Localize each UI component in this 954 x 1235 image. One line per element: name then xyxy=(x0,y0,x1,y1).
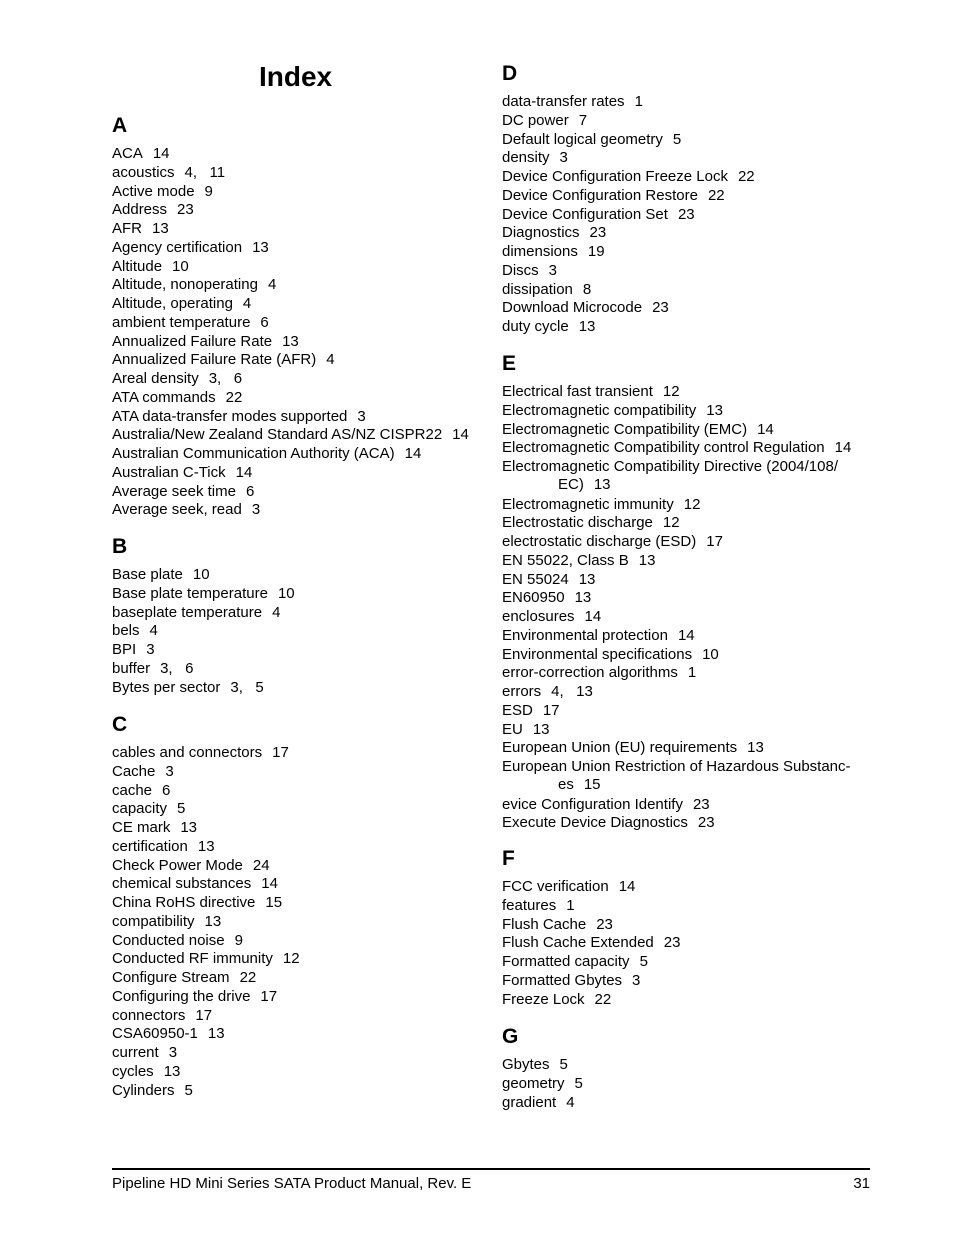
index-entry xyxy=(112,800,185,818)
index-entry xyxy=(112,370,242,388)
index-entry xyxy=(502,131,681,149)
index-term: gradient xyxy=(502,1093,557,1111)
index-entry xyxy=(112,857,270,875)
index-page-ref: 14 xyxy=(757,420,774,438)
index-entry xyxy=(502,897,575,915)
index-entry xyxy=(112,501,260,519)
index-entry xyxy=(112,408,366,426)
index-term: Average seek, read xyxy=(112,501,242,519)
index-term: Download Microcode xyxy=(502,299,643,317)
index-page-ref: 13 xyxy=(593,476,611,493)
index-page-ref: 1 xyxy=(687,664,697,682)
index-letter-d: D xyxy=(502,62,518,85)
index-entry xyxy=(112,838,215,856)
index-entry xyxy=(112,1025,225,1043)
index-term: CE mark xyxy=(112,819,171,836)
index-entry xyxy=(112,239,269,257)
index-term: Formatted Gbytes xyxy=(502,971,623,989)
index-entry xyxy=(112,875,278,893)
index-page-ref: 12 xyxy=(662,514,680,532)
index-page-ref: 23 xyxy=(589,224,607,242)
index-page-ref: 24 xyxy=(252,856,270,874)
index-page-ref: 15 xyxy=(265,894,283,911)
index-page-ref: 5 xyxy=(672,130,682,148)
index-term: data-transfer rates xyxy=(502,93,625,110)
index-entry xyxy=(502,318,595,336)
index-entry xyxy=(502,93,643,111)
page-title: Index xyxy=(259,61,333,92)
index-page-ref: 3 xyxy=(548,261,558,279)
index-entry xyxy=(502,646,719,664)
index-term: density xyxy=(502,149,550,167)
index-page-ref: 12 xyxy=(282,950,300,968)
index-page-ref: 14 xyxy=(404,445,422,462)
index-term: current xyxy=(112,1044,159,1061)
index-term: Freeze Lock xyxy=(502,990,585,1008)
index-letter-b: B xyxy=(112,535,128,558)
index-entry xyxy=(112,1082,193,1100)
index-term: Device Configuration Set xyxy=(502,205,668,223)
index-letter-g: G xyxy=(502,1025,519,1048)
index-term: certification xyxy=(112,837,188,855)
index-entry xyxy=(502,721,550,739)
index-page-ref: 23 xyxy=(177,201,194,219)
index-entry xyxy=(502,972,640,990)
index-term: Cylinders xyxy=(112,1081,175,1099)
index-term: Base plate temperature xyxy=(112,584,268,602)
index-entry xyxy=(502,608,601,626)
index-term: Configuring the drive xyxy=(112,987,251,1005)
index-entry xyxy=(112,969,256,987)
index-page-ref: 4, 13 xyxy=(551,683,593,700)
index-term: Bytes per sector xyxy=(112,678,221,696)
index-page-ref: 5 xyxy=(184,1081,193,1099)
index-page-ref: 13 xyxy=(163,1062,181,1080)
index-entry xyxy=(502,934,680,952)
index-page-ref: 17 xyxy=(195,1006,213,1024)
index-term: cache xyxy=(112,781,153,799)
index-page-ref: 8 xyxy=(582,280,592,298)
index-page-ref: 13 xyxy=(204,912,222,930)
index-term: Check Power Mode xyxy=(112,856,243,874)
index-term: ATA commands xyxy=(112,388,216,406)
index-entry xyxy=(502,991,611,1009)
index-term: bels xyxy=(112,622,140,640)
index-entry xyxy=(112,145,170,163)
index-letter-c: C xyxy=(112,713,128,736)
index-entry xyxy=(112,641,155,659)
index-entry xyxy=(502,168,755,186)
index-entry xyxy=(112,258,189,276)
index-entry xyxy=(502,953,648,971)
index-page-ref: 3 xyxy=(251,501,261,519)
index-entry xyxy=(112,426,469,444)
index-entry xyxy=(112,295,251,313)
index-page-ref: 13 xyxy=(180,819,198,836)
index-entry xyxy=(502,739,764,757)
index-page-ref: 5 xyxy=(574,1074,583,1092)
index-term: Discs xyxy=(502,261,539,279)
index-entry xyxy=(502,187,725,205)
index-page-ref: 13 xyxy=(207,1025,225,1043)
index-page-ref: 3 xyxy=(632,971,641,989)
index-page-ref: 23 xyxy=(692,795,710,813)
index-term: chemical substances xyxy=(112,875,252,893)
footer-page-number: 31 xyxy=(853,1175,870,1192)
index-page-ref: 3 xyxy=(357,407,366,425)
index-page-ref: 4 xyxy=(566,1093,575,1111)
index-term: EN 55022, Class B xyxy=(502,551,629,569)
index-page-ref: 6 xyxy=(260,313,269,331)
index-entry xyxy=(112,932,243,950)
index-term: Base plate xyxy=(112,566,183,583)
index-page-ref: 14 xyxy=(235,463,253,481)
index-page-ref: 17 xyxy=(272,744,289,761)
index-entry xyxy=(112,220,169,238)
index-entry xyxy=(112,566,210,584)
index-term: Altitude, operating xyxy=(112,295,233,312)
index-page-ref: 22 xyxy=(707,186,725,204)
index-term: cycles xyxy=(112,1062,154,1080)
index-page-ref: 23 xyxy=(677,205,695,223)
footer-divider xyxy=(112,1168,870,1170)
index-entry xyxy=(502,243,605,261)
index-page-ref: 14 xyxy=(618,878,636,895)
index-page-ref: 14 xyxy=(452,426,469,444)
index-page-ref: 1 xyxy=(566,896,575,914)
index-page-ref: 13 xyxy=(706,401,723,419)
index-entry xyxy=(112,351,335,369)
index-entry xyxy=(112,913,221,931)
index-entry xyxy=(112,950,300,968)
index-entry xyxy=(502,439,851,457)
index-term: Flush Cache Extended xyxy=(502,934,654,952)
index-page-ref: 5 xyxy=(559,1056,568,1073)
index-page-ref: 6 xyxy=(245,482,255,500)
index-page-ref: 4 xyxy=(149,622,158,640)
index-term: Electromagnetic Compatibility control Regulation xyxy=(502,439,825,457)
index-term: EU xyxy=(502,720,523,738)
index-term: BPI xyxy=(112,641,137,658)
index-term: Electrical fast transient xyxy=(502,383,653,400)
index-entry xyxy=(112,483,254,501)
index-page-ref: 23 xyxy=(652,299,669,317)
index-page-ref: 4, 11 xyxy=(184,163,226,181)
index-page-ref: 9 xyxy=(234,931,243,949)
index-term: evice Configuration Identify xyxy=(502,795,683,813)
index-term: Execute Device Diagnostics xyxy=(502,814,688,832)
index-entry xyxy=(502,1094,575,1112)
index-term: baseplate temperature xyxy=(112,603,263,621)
index-term: capacity xyxy=(112,800,168,818)
index-entry xyxy=(502,814,715,832)
index-term: Active mode xyxy=(112,182,195,200)
index-entry xyxy=(502,112,587,130)
index-entry xyxy=(502,796,710,814)
index-term: Address xyxy=(112,201,168,219)
index-page-ref: 23 xyxy=(663,934,681,952)
index-term: EN 55024 xyxy=(502,570,569,588)
index-entry xyxy=(502,916,613,934)
index-page-ref: 14 xyxy=(834,439,852,457)
index-term: acoustics xyxy=(112,163,175,181)
index-term: FCC verification xyxy=(502,878,609,895)
index-term: Australia/New Zealand Standard AS/NZ CISPR22 xyxy=(112,426,443,444)
index-page-ref: 3, 6 xyxy=(160,659,194,677)
index-term-continuation: EC) xyxy=(558,476,584,493)
index-entry xyxy=(502,683,593,701)
index-term: duty cycle xyxy=(502,318,569,335)
index-page-ref: 6 xyxy=(162,781,171,799)
index-term: Flush Cache xyxy=(502,915,587,933)
index-term: European Union (EU) requirements xyxy=(502,739,738,757)
index-entry xyxy=(112,744,289,762)
index-entry xyxy=(112,464,252,482)
index-entry xyxy=(112,585,295,603)
index-page-ref: 10 xyxy=(277,584,295,602)
index-page-ref: 5 xyxy=(639,953,648,970)
index-entry xyxy=(502,533,723,551)
index-term: Default logical geometry xyxy=(502,130,663,148)
index-term: cables and connectors xyxy=(112,744,263,761)
index-term: Device Configuration Freeze Lock xyxy=(502,168,728,185)
index-entry xyxy=(112,276,276,294)
index-entry xyxy=(502,627,695,645)
index-term: Formatted capacity xyxy=(502,953,630,970)
index-term: Annualized Failure Rate (AFR) xyxy=(112,351,317,369)
index-page-ref: 14 xyxy=(152,145,170,162)
index-page-ref: 22 xyxy=(239,969,257,986)
index-page-ref: 13 xyxy=(578,570,596,588)
index-term: connectors xyxy=(112,1006,186,1024)
index-page-ref: 23 xyxy=(596,915,613,933)
index-page-ref: 22 xyxy=(225,388,243,406)
index-page-ref: 14 xyxy=(584,608,602,625)
index-entry xyxy=(112,445,421,463)
index-entry xyxy=(112,622,158,640)
index-page-ref: 3, 6 xyxy=(208,370,243,387)
index-term: Electromagnetic Compatibility Directive (2004/108/ xyxy=(502,458,838,475)
index-entry xyxy=(502,1075,583,1093)
index-page-ref: 15 xyxy=(583,776,601,793)
index-entry xyxy=(502,702,560,720)
index-term: Environmental specifications xyxy=(502,645,693,663)
index-page-ref: 4 xyxy=(242,295,252,312)
index-term: error-correction algorithms xyxy=(502,664,678,682)
index-term: CSA60950-1 xyxy=(112,1025,198,1043)
index-entry xyxy=(112,183,213,201)
index-page-ref: 3 xyxy=(146,641,155,658)
index-entry xyxy=(112,604,280,622)
index-term: dimensions xyxy=(502,243,578,260)
index-page-ref: 4 xyxy=(272,603,281,621)
index-entry xyxy=(502,149,568,167)
index-entry xyxy=(112,782,170,800)
index-entry xyxy=(112,1063,180,1081)
index-page-ref: 12 xyxy=(683,495,701,513)
index-page-ref: 22 xyxy=(594,990,612,1008)
index-term: enclosures xyxy=(502,608,575,625)
index-page-ref: 17 xyxy=(542,701,560,719)
index-term: Device Configuration Restore xyxy=(502,186,698,204)
index-term: Altitude xyxy=(112,257,163,275)
index-term: Areal density xyxy=(112,370,199,387)
index-entry xyxy=(502,664,696,682)
index-page-ref: 19 xyxy=(587,243,605,260)
index-entry xyxy=(502,514,680,532)
index-entry xyxy=(502,421,774,439)
index-entry xyxy=(502,299,669,317)
index-page-ref: 13 xyxy=(747,739,764,757)
index-entry xyxy=(502,402,723,420)
index-entry xyxy=(502,262,557,280)
index-term: Annualized Failure Rate xyxy=(112,332,273,350)
index-entry xyxy=(112,164,225,182)
index-term: geometry xyxy=(502,1074,565,1092)
index-page-ref: 13 xyxy=(282,332,299,350)
index-page-ref: 13 xyxy=(252,238,269,256)
index-page-ref: 10 xyxy=(172,257,189,275)
index-page-ref: 13 xyxy=(532,720,550,738)
index-term: ambient temperature xyxy=(112,313,251,331)
index-term: Environmental protection xyxy=(502,626,668,644)
index-entry xyxy=(112,1007,212,1025)
index-entry xyxy=(112,660,193,678)
index-entry xyxy=(112,314,269,332)
index-entry xyxy=(502,496,700,514)
index-page-ref: 13 xyxy=(197,837,215,855)
index-page-ref: 10 xyxy=(192,566,210,583)
index-term: Average seek time xyxy=(112,482,236,500)
index-term: ATA data-transfer modes supported xyxy=(112,407,348,425)
index-entry xyxy=(502,383,680,401)
index-letter-e: E xyxy=(502,352,517,375)
index-term: Diagnostics xyxy=(502,224,580,242)
index-entry xyxy=(112,988,277,1006)
index-page-ref: 3 xyxy=(165,762,174,780)
index-entry xyxy=(112,389,242,407)
index-term: compatibility xyxy=(112,912,195,930)
index-term: ESD xyxy=(502,701,533,719)
index-entry xyxy=(112,201,194,219)
index-term-continuation: es xyxy=(558,776,574,793)
index-letter-f: F xyxy=(502,847,515,870)
index-page-ref: 9 xyxy=(204,182,213,200)
index-entry xyxy=(112,333,299,351)
index-term: Electromagnetic Compatibility (EMC) xyxy=(502,420,748,438)
index-term: Conducted RF immunity xyxy=(112,950,273,968)
index-term: Conducted noise xyxy=(112,931,225,949)
index-term: Australian C-Tick xyxy=(112,463,226,481)
index-page-ref: 14 xyxy=(677,626,695,644)
index-letter-a: A xyxy=(112,114,128,137)
index-term: Configure Stream xyxy=(112,969,230,986)
index-page-ref: 10 xyxy=(702,645,719,663)
index-term: Altitude, nonoperating xyxy=(112,276,258,294)
index-page-ref: 13 xyxy=(578,318,596,335)
index-page-ref: 3 xyxy=(559,149,568,167)
index-page-ref: 3, 5 xyxy=(230,678,264,696)
index-entry xyxy=(502,758,870,794)
index-page-ref: 22 xyxy=(737,168,755,185)
index-entry xyxy=(502,281,591,299)
index-page-ref: 17 xyxy=(260,987,278,1005)
index-term: EN60950 xyxy=(502,589,565,607)
index-entry xyxy=(502,206,695,224)
index-entry xyxy=(112,819,197,837)
index-term: Agency certification xyxy=(112,238,243,256)
index-page-ref: 1 xyxy=(634,93,643,110)
index-entry xyxy=(502,552,655,570)
index-term: Gbytes xyxy=(502,1056,550,1073)
index-entry xyxy=(112,894,282,912)
index-entry xyxy=(112,1044,177,1062)
index-term: dissipation xyxy=(502,280,573,298)
index-term: European Union Restriction of Hazardous Substanc- xyxy=(502,758,851,775)
index-term: AFR xyxy=(112,220,142,237)
index-term: China RoHS directive xyxy=(112,894,256,911)
index-entry xyxy=(502,571,595,589)
index-entry xyxy=(112,679,264,697)
index-term: Australian Communication Authority (ACA) xyxy=(112,445,395,462)
index-term: Electromagnetic immunity xyxy=(502,495,674,513)
index-term: electrostatic discharge (ESD) xyxy=(502,533,697,550)
index-entry xyxy=(502,589,591,607)
index-page-ref: 5 xyxy=(177,800,186,818)
index-term: Electrostatic discharge xyxy=(502,514,653,532)
index-page-ref: 3 xyxy=(168,1044,178,1061)
index-term: errors xyxy=(502,683,542,700)
index-entry xyxy=(502,1056,568,1074)
index-entry xyxy=(502,224,606,242)
index-term: DC power xyxy=(502,111,569,129)
index-page-ref: 13 xyxy=(574,589,592,607)
index-term: buffer xyxy=(112,659,151,677)
index-page-ref: 13 xyxy=(152,220,169,237)
index-term: Cache xyxy=(112,762,156,780)
index-entry xyxy=(112,763,174,781)
index-page-ref: 7 xyxy=(578,111,588,129)
index-page-ref: 23 xyxy=(697,814,715,832)
index-page-ref: 13 xyxy=(638,551,656,569)
index-page-ref: 17 xyxy=(706,533,723,550)
index-term: features xyxy=(502,896,557,914)
index-term: Electromagnetic compatibility xyxy=(502,401,697,419)
index-page-ref: 4 xyxy=(267,276,277,294)
index-entry xyxy=(502,878,635,896)
index-page-ref: 14 xyxy=(261,875,278,893)
index-term: ACA xyxy=(112,145,143,162)
index-page-ref: 12 xyxy=(662,383,680,400)
index-entry xyxy=(502,458,870,494)
index-page-ref: 4 xyxy=(326,351,335,369)
footer-document-title: Pipeline HD Mini Series SATA Product Manual, Rev. E xyxy=(112,1175,472,1192)
